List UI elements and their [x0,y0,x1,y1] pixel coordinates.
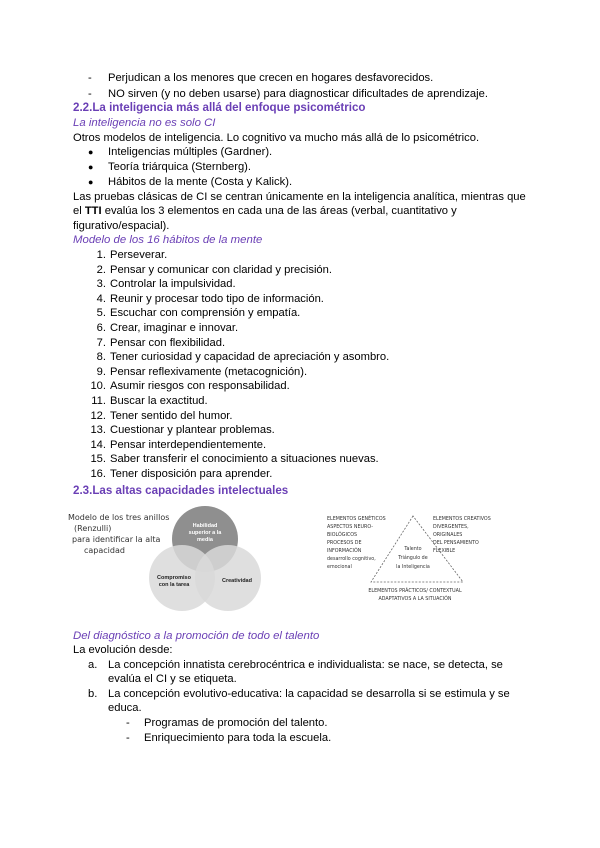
section-heading-2-3: 2.3.Las altas capacidades intelectuales [73,484,289,497]
habit-item: Pensar interdependientemente. [110,438,267,451]
model-item: Hábitos de la mente (Costa y Kalick). [108,176,293,188]
top-bullet: NO sirven (y no deben usarse) para diagnosticar dificultades de aprendizaje. [108,88,488,100]
sketch-note: la Inteligencia [396,565,430,570]
tti-bold: TTI [84,205,102,217]
bullet-dot: ● [88,177,94,187]
habit-number: 3. [96,278,106,291]
dash-marker: - [88,72,92,84]
habit-number: 10. [90,380,106,393]
handwritten-line: (Renzulli) [74,524,112,533]
habit-item: Crear, imaginar e innovar. [110,322,239,334]
habit-number: 2. [96,263,106,276]
habit-number: 13. [90,424,106,437]
habit-item: Saber transferir el conocimiento a situaciones nuevas. [110,453,379,466]
intelligence-triangle-sketch [325,510,525,610]
triangle-right-notes [433,516,491,554]
paragraph-line: Las pruebas clásicas de CI se centran únicamente en la inteligencia analítica, mientras que [73,191,526,203]
dash-marker: - [126,717,130,729]
habit-number: 14. [90,438,106,451]
sketch-note: Triángulo de [398,556,428,561]
venn-label: Creatividad [222,578,252,584]
habit-number: 5. [96,307,106,320]
sketch-note: ORIGINALES [433,533,463,538]
item-a-line: evalúa el CI y se etiqueta. [108,673,237,685]
habit-item: Tener disposición para aprender. [110,468,273,480]
sketch-note: ELEMENTOS PRÁCTICOS/ CONTEXTUAL [368,589,462,594]
triangle-left-notes [327,514,386,570]
evolution-intro: La evolución desde: [73,644,173,656]
dash-marker: - [126,732,130,744]
sketch-note: BIOLÓGICOS [327,533,358,538]
habit-number: 1. [96,249,106,261]
handwritten-line: capacidad [84,546,125,555]
sub-bullet: Enriquecimiento para toda la escuela. [144,732,332,744]
item-b-line: La concepción evolutivo-educativa: la capacidad se desarrolla si se estimula y se [108,688,510,700]
habit-number: 15. [90,453,106,466]
sketch-note: DIVERGENTES, [433,525,469,530]
triangle-center-notes [396,546,430,570]
habit-number: 9. [96,365,106,378]
subheading-ci: La inteligencia no es solo CI [73,117,216,129]
sketch-note: PROCESOS DE [327,541,362,546]
triangle-bottom-notes [368,587,462,602]
venn-label: Compromiso [157,575,191,581]
subheading-habits: Modelo de los 16 hábitos de la mente [73,234,263,246]
habit-number: 4. [96,292,106,305]
venn-label: superior a la [188,530,222,536]
sketch-note: INFORMACIÓN [327,549,362,554]
three-rings-figure [64,503,264,611]
sub-bullet: Programas de promoción del talento. [144,717,328,729]
habit-number: 16. [90,468,106,480]
sketch-note: desarrollo cognitivo, [327,557,376,562]
habit-item: Buscar la exactitud. [110,395,208,407]
habit-item: Tener curiosidad y capacidad de apreciación y asombro. [110,351,390,364]
habit-item: Asumir riesgos con responsabilidad. [110,380,290,393]
list-marker-b: b. [88,688,98,700]
top-bullet: Perjudican a los menores que crecen en hogares desfavorecidos. [108,72,434,84]
item-a-line: La concepción innatista cerebrocéntrica e individualista: se nace, se detecta, se [108,659,503,671]
sketch-note: ELEMENTOS CREATIVOS [433,517,491,522]
habit-number: 12. [90,409,106,422]
bullet-dot: ● [88,162,94,172]
venn-label: Habilidad [192,523,218,529]
sketch-note: Talento [404,547,422,552]
sketch-note: DEL PENSAMIENTO [433,541,479,546]
habit-item: Perseverar. [110,249,168,261]
habit-item: Escuchar con comprensión y empatía. [110,307,301,320]
habit-number: 8. [96,351,106,364]
venn-label: media [197,537,213,543]
habit-item: Controlar la impulsividad. [110,278,236,291]
venn-label: con la tarea [158,582,190,588]
habit-number: 7. [96,336,106,349]
habit-item: Cuestionar y plantear problemas. [110,424,275,437]
sketch-note: emocional [327,565,352,570]
model-item: Inteligencias múltiples (Gardner). [108,146,273,158]
paragraph-line: el TTI evalúa los 3 elementos en cada una de las áreas (verbal, cuantitativo y [73,205,457,217]
habit-item: Tener sentido del humor. [110,409,233,422]
subheading-talent: Del diagnóstico a la promoción de todo el talento [73,630,320,642]
habit-item: Pensar con flexibilidad. [110,336,226,349]
intro-text: Otros modelos de inteligencia. Lo cognitivo va mucho más allá de lo psicométrico. [73,132,480,144]
habit-item: Reunir y procesar todo tipo de información. [110,292,324,305]
handwritten-line: para identificar la alta [72,535,161,544]
dash-marker: - [88,88,92,100]
sketch-note: ELEMENTOS GENÉTICOS [327,517,386,522]
paragraph-line: figurativo/espacial). [73,220,170,232]
model-item: Teoría triárquica (Sternberg). [108,161,252,173]
sketch-note: ADAPTATIVOS A LA SITUACIÓN [378,597,452,602]
list-marker-a: a. [88,659,98,671]
habit-item: Pensar reflexivamente (metacognición). [110,365,308,378]
habit-number: 11. [91,395,106,407]
item-b-line: educa. [108,702,142,714]
handwritten-line: Modelo de los tres anillos [68,513,170,522]
habit-number: 6. [96,322,106,334]
handwritten-label [68,513,169,555]
habit-item: Pensar y comunicar con claridad y precisión. [110,263,332,276]
bullet-dot: ● [88,147,94,157]
sketch-note: ASPECTOS NEURO- [327,525,373,530]
sketch-note: FLEXIBLE [433,549,456,554]
section-heading-2-2: 2.2.La inteligencia más allá del enfoque psicométrico [73,101,366,114]
